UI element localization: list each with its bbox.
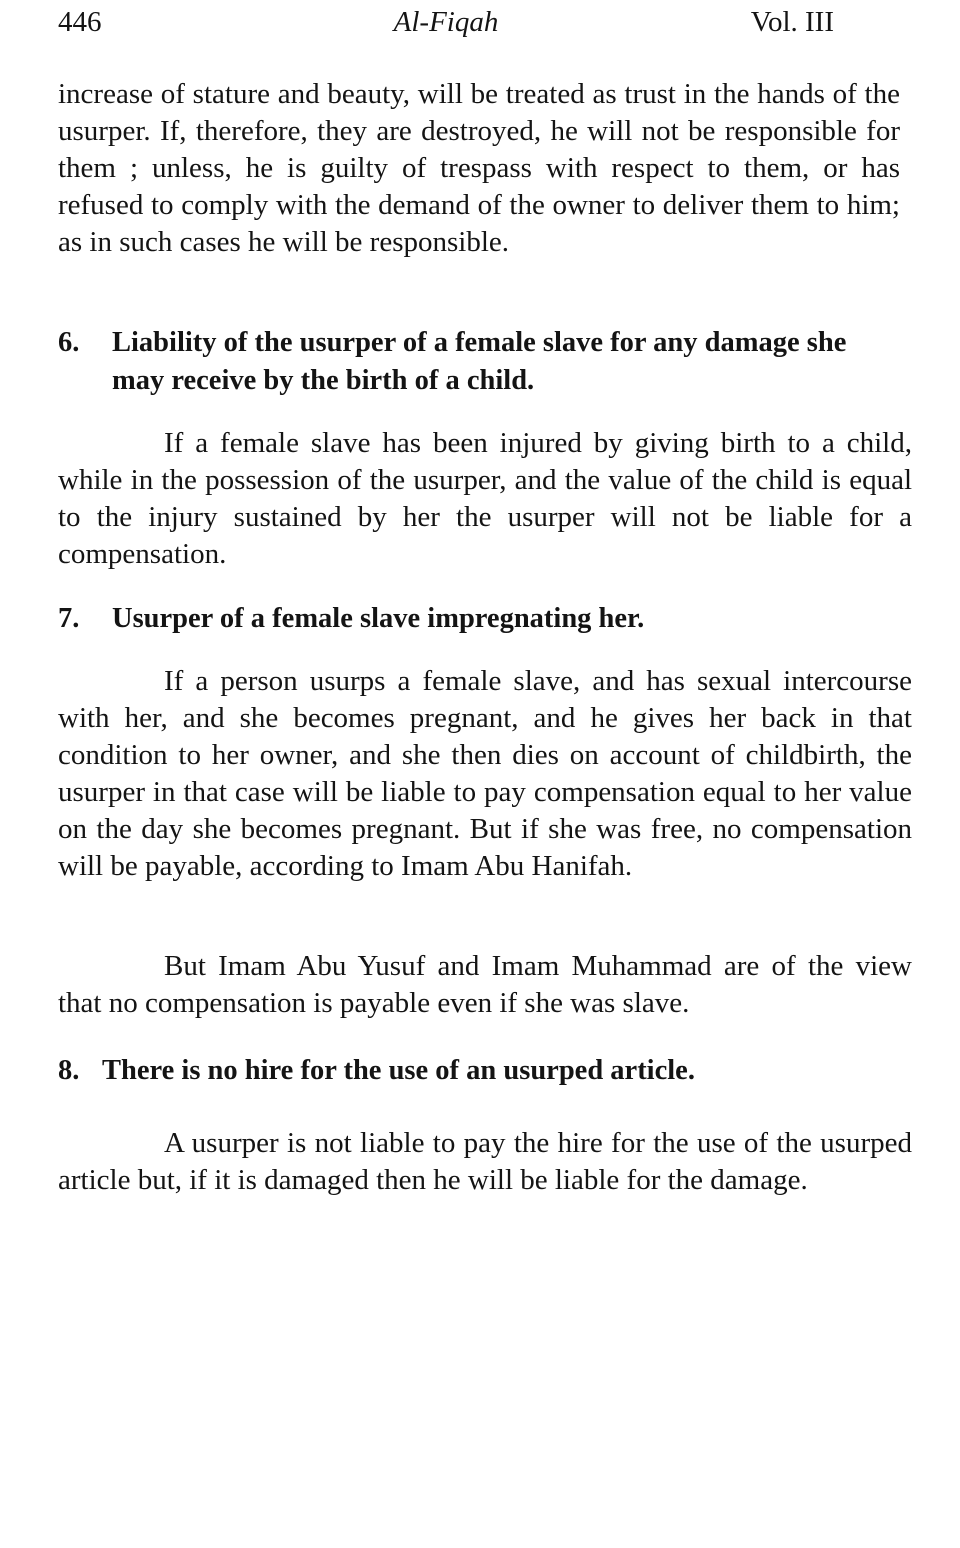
section-6-title: Liability of the usurper of a female slave for any damage she may receive by the birth of a child. (112, 327, 847, 396)
section-6-number: 6. (58, 327, 80, 358)
section-7-heading (58, 600, 900, 638)
section-6-heading (58, 324, 900, 400)
section-8-number: 8. (58, 1055, 80, 1086)
section-8-paragraph: A usurper is not liable to pay the hire for the use of the usurped article but, if it is damaged then he will be liable for the damage. (58, 1127, 912, 1196)
section-7-paragraph-2: But Imam Abu Yusuf and Imam Muhammad are of the view that no compensation is payable even if she was slave. (58, 950, 912, 1019)
intro-paragraph: increase of stature and beauty, will be treated as trust in the hands of the usurper. If, therefore, they are destroyed, he will not be responsible for them ; unless, he is guilty of trespass with respect to them, or has refused to comply with the demand of the owner to deliver them to him; as in such cases he will be responsible. (58, 78, 900, 258)
book-title: Al-Fiqah (393, 6, 499, 38)
section-7-number: 7. (58, 603, 80, 634)
section-8-heading (58, 1052, 900, 1090)
section-8-title: There is no hire for the use of an usurped article. (102, 1055, 695, 1086)
running-header (58, 2, 834, 42)
section-6-paragraph: If a female slave has been injured by giving birth to a child, while in the possession of the usurper, and the value of the child is equal to the injury sustained by her the usurper will not be liable for a compensation. (58, 427, 912, 570)
volume-label: Vol. III (750, 6, 834, 38)
page-number: 446 (58, 6, 102, 38)
section-7-paragraph-1: If a person usurps a female slave, and has sexual intercourse with her, and she becomes pregnant, and he gives her back in that condition to her owner, and she then dies on account of childbirth, the usurper in that case will be liable to pay compensation equal to her value on the day she becomes pregnant. But if she was free, no compensation will be payable, according to Imam Abu Hanifah. (58, 665, 912, 882)
section-7-title: Usurper of a female slave impregnating her. (112, 603, 645, 634)
